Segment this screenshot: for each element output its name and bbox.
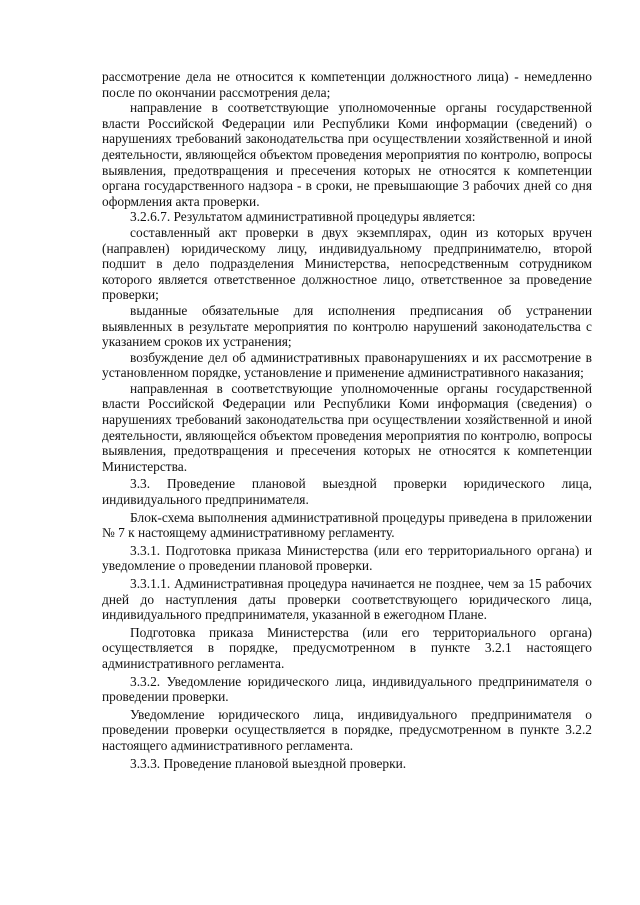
paragraph-information-sent: направленная в соответствующие уполномоченные органы государственной власти Российской Федерации или Республики Коми информация (сведения) о нарушениях требований законодательства при осуществлении хозяйственной и иной деятельности, являющейся объектом проведения мероприятия по контролю, вопросы выявления, предотвращения и пресечения которых не относятся к компетенции Министерства. <box>102 380 592 474</box>
paragraph-notification-procedure: Уведомление юридического лица, индивидуального предпринимателя о проведении проверки осуществляется в порядке, предусмотренном в пункте 3.2.2 настоящего административного регламента. <box>102 706 592 753</box>
paragraph-3-3-1-heading: 3.3.1. Подготовка приказа Министерства (или его территориального органа) и уведомление о проведении плановой проверки. <box>102 542 592 574</box>
paragraph-administrative-cases: возбуждение дел об административных правонарушениях и их рассмотрение в установленном порядке, установление и применение административного наказания; <box>102 349 592 381</box>
paragraph-inspection-act: составленный акт проверки в двух экземплярах, один из которых вручен (направлен) юридическому лицу, индивидуальному предпринимателю, второй подшит в дело подразделения Министерства, непосредственным сотрудником которого является ответственное должностное лицо, ответственное за проведение проверки; <box>102 224 592 303</box>
paragraph-continuation: рассмотрение дела не относится к компетенции должностного лица) - немедленно после по окончании рассмотрения дела; <box>102 69 592 100</box>
paragraph-notification-authorities: направление в соответствующие уполномоченные органы государственной власти Российской Федерации или Республики Коми информации (сведений) о нарушениях требований законодательства при осуществлении хозяйственной и иной деятельности, являющейся объектом проведения мероприятия по контролю, вопросы выявления, предотвращения и пресечения которых не относятся к компетенции органа государственного надзора - в сроки, не превышающие 3 рабочих дней со дня оформления акта проверки. <box>102 100 592 209</box>
paragraph-3-2-6-7-heading: 3.2.6.7. Результатом административной процедуры является: <box>130 209 476 225</box>
document-page <box>102 69 592 771</box>
paragraph-order-preparation: Подготовка приказа Министерства (или его территориального органа) осуществляется в порядке, предусмотренном в пункте 3.2.1 настоящего административного регламента. <box>102 624 592 671</box>
paragraph-3-3-3-heading: 3.3.3. Проведение плановой выездной проверки. <box>130 755 407 771</box>
paragraph-3-3-heading: 3.3. Проведение плановой выездной проверки юридического лица, индивидуального предпринимателя. <box>102 476 592 508</box>
paragraph-3-3-1-1: 3.3.1.1. Административная процедура начинается не позднее, чем за 15 рабочих дней до наступления даты проверки соответствующего юридического лица, индивидуального предпринимателя, указанной в ежегодном Плане. <box>102 576 592 623</box>
paragraph-issued-orders: выданные обязательные для исполнения предписания об устранении выявленных в результате мероприятия по контролю нарушений законодательства с указанием сроков их устранения; <box>102 302 592 350</box>
paragraph-3-3-2-heading: 3.3.2. Уведомление юридического лица, индивидуального предпринимателя о проведении проверки. <box>102 673 592 705</box>
paragraph-flowchart-reference: Блок-схема выполнения административной процедуры приведена в приложении № 7 к настоящему административному регламенту. <box>102 509 592 541</box>
